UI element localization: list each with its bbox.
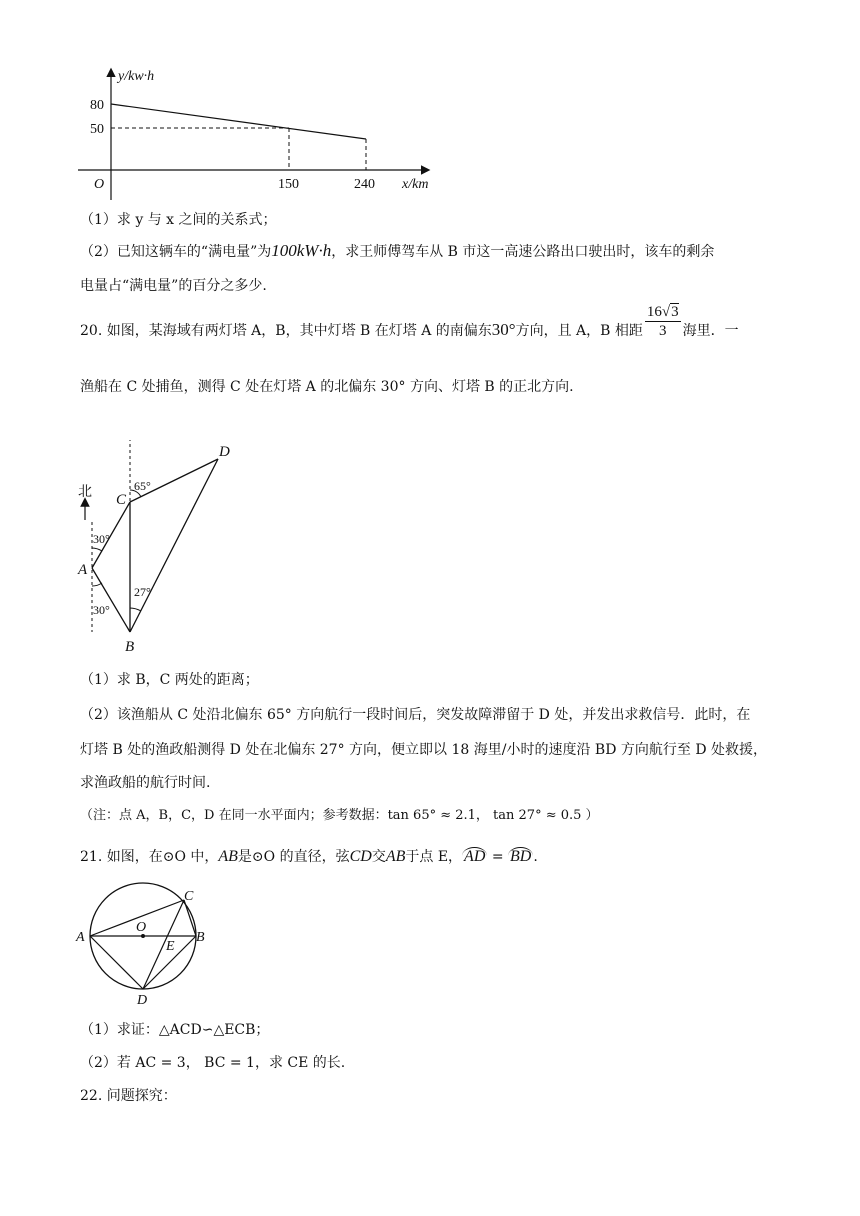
c-label-C: C: [184, 889, 194, 904]
arc-30-top: [92, 548, 102, 551]
seg-CB2: [184, 900, 196, 936]
q19-part2-text-a: （2）已知这辆车的“满电量”为: [80, 244, 272, 260]
q20-part2-line3: 求渔政船的航行时间.: [80, 775, 211, 791]
q21-text-d: 于点 E，: [405, 849, 463, 865]
y-axis-label: y/kw·h: [118, 69, 155, 84]
label-B: B: [125, 639, 135, 655]
frac-radicand: 3: [671, 303, 679, 320]
q22-title: 22. 问题探究：: [80, 1088, 177, 1104]
q21-AB-2: AB: [385, 848, 406, 865]
electricity-distance-graph: [0, 0, 860, 200]
lighthouse-diagram: [70, 440, 270, 660]
distance-fraction: $\frac{16√3}{3}$: [646, 303, 679, 339]
arc-BD: BD: [510, 848, 532, 865]
q20-text-a: 20. 如图，某海域有两灯塔 A，B，其中灯塔 B 在灯塔 A 的南偏东: [80, 323, 492, 339]
q21-text-c: 交: [371, 849, 386, 865]
x-tick-240: 240: [354, 177, 375, 192]
frac-denominator: 3: [659, 322, 667, 339]
seg-AB: [92, 568, 130, 632]
q20-text-b: 方向，且 A，B 相距: [515, 323, 643, 339]
q20-part1: （1）求 B，C 两处的距离；: [80, 672, 259, 688]
q20-part2-line2: 灯塔 B 处的渔政船测得 D 处在北偏东 27° 方向，便立即以 18 海里/小时的速度沿 BD 方向航行至 D 处救援，: [80, 742, 767, 758]
arc-30-bottom: [92, 583, 102, 586]
label-30-top: 30°: [93, 532, 110, 546]
label-C: C: [116, 492, 127, 508]
q20-line1: [80, 303, 739, 341]
data-line: [111, 104, 366, 139]
c-label-A: A: [76, 930, 85, 945]
x-tick-150: 150: [278, 177, 299, 192]
circle-diagram: [74, 880, 214, 1010]
c-label-D: D: [137, 993, 148, 1008]
arc-AD: AD: [464, 848, 486, 865]
q21-eq: =: [487, 849, 509, 865]
q20-line2: 渔船在 C 处捕鱼，测得 C 处在灯塔 A 的北偏东 30° 方向、灯塔 B 的正北方向.: [80, 379, 574, 395]
label-65: 65°: [134, 479, 151, 493]
q20-note: （注：点 A，B，C，D 在同一水平面内；参考数据：tan 65° ≈ 2.1， tan 27° ≈ 0.5 ）: [80, 808, 599, 823]
north-label: 北: [78, 485, 92, 500]
c-label-B: B: [196, 930, 205, 945]
q20-text-c: 海里．一: [682, 323, 739, 339]
q21-text-a: 21. 如图，在⊙O 中，: [80, 849, 219, 865]
q19-part2-text-b: ，求王师傅驾车从 B 市这一高速公路出口驶出时，该车的剩余: [331, 244, 715, 260]
q19-full-charge-value: 100kW·h: [271, 241, 332, 260]
arc-27: [130, 608, 141, 611]
label-27: 27°: [134, 585, 151, 599]
origin-label: O: [94, 177, 105, 192]
x-axis-label: x/km: [402, 177, 429, 192]
q21-CD: CD: [349, 848, 372, 865]
q21-AB: AB: [218, 848, 238, 865]
q21-part2: （2）若 AC = 3， BC = 1，求 CE 的长.: [80, 1055, 346, 1071]
frac-coef: 16: [646, 303, 662, 320]
label-A: A: [78, 562, 88, 578]
q20-part2-line1: （2）该渔船从 C 处沿北偏东 65° 方向航行一段时间后，突发故障滞留于 D 处，并发出求救信号．此时，在: [80, 707, 751, 723]
label-D: D: [219, 444, 230, 460]
y-tick-80: 80: [90, 98, 104, 113]
q19-part2-line1: [80, 241, 714, 262]
c-label-E: E: [166, 939, 175, 954]
q19-part2-line2: 电量占“满电量”的百分之多少.: [80, 278, 267, 294]
c-label-O: O: [136, 920, 147, 935]
q19-part1: （1）求 y 与 x 之间的关系式；: [80, 212, 277, 228]
q20-angle-30: 30°: [491, 320, 516, 339]
y-tick-50: 50: [90, 122, 104, 137]
seg-AD2: [90, 936, 143, 989]
q21-part1: （1）求证：△ACD∽△ECB；: [80, 1022, 270, 1038]
q21-line1: [80, 847, 538, 867]
q21-text-b: 是⊙O 的直径，弦: [237, 849, 350, 865]
q21-period: .: [533, 849, 538, 865]
label-30-bottom: 30°: [93, 603, 110, 617]
